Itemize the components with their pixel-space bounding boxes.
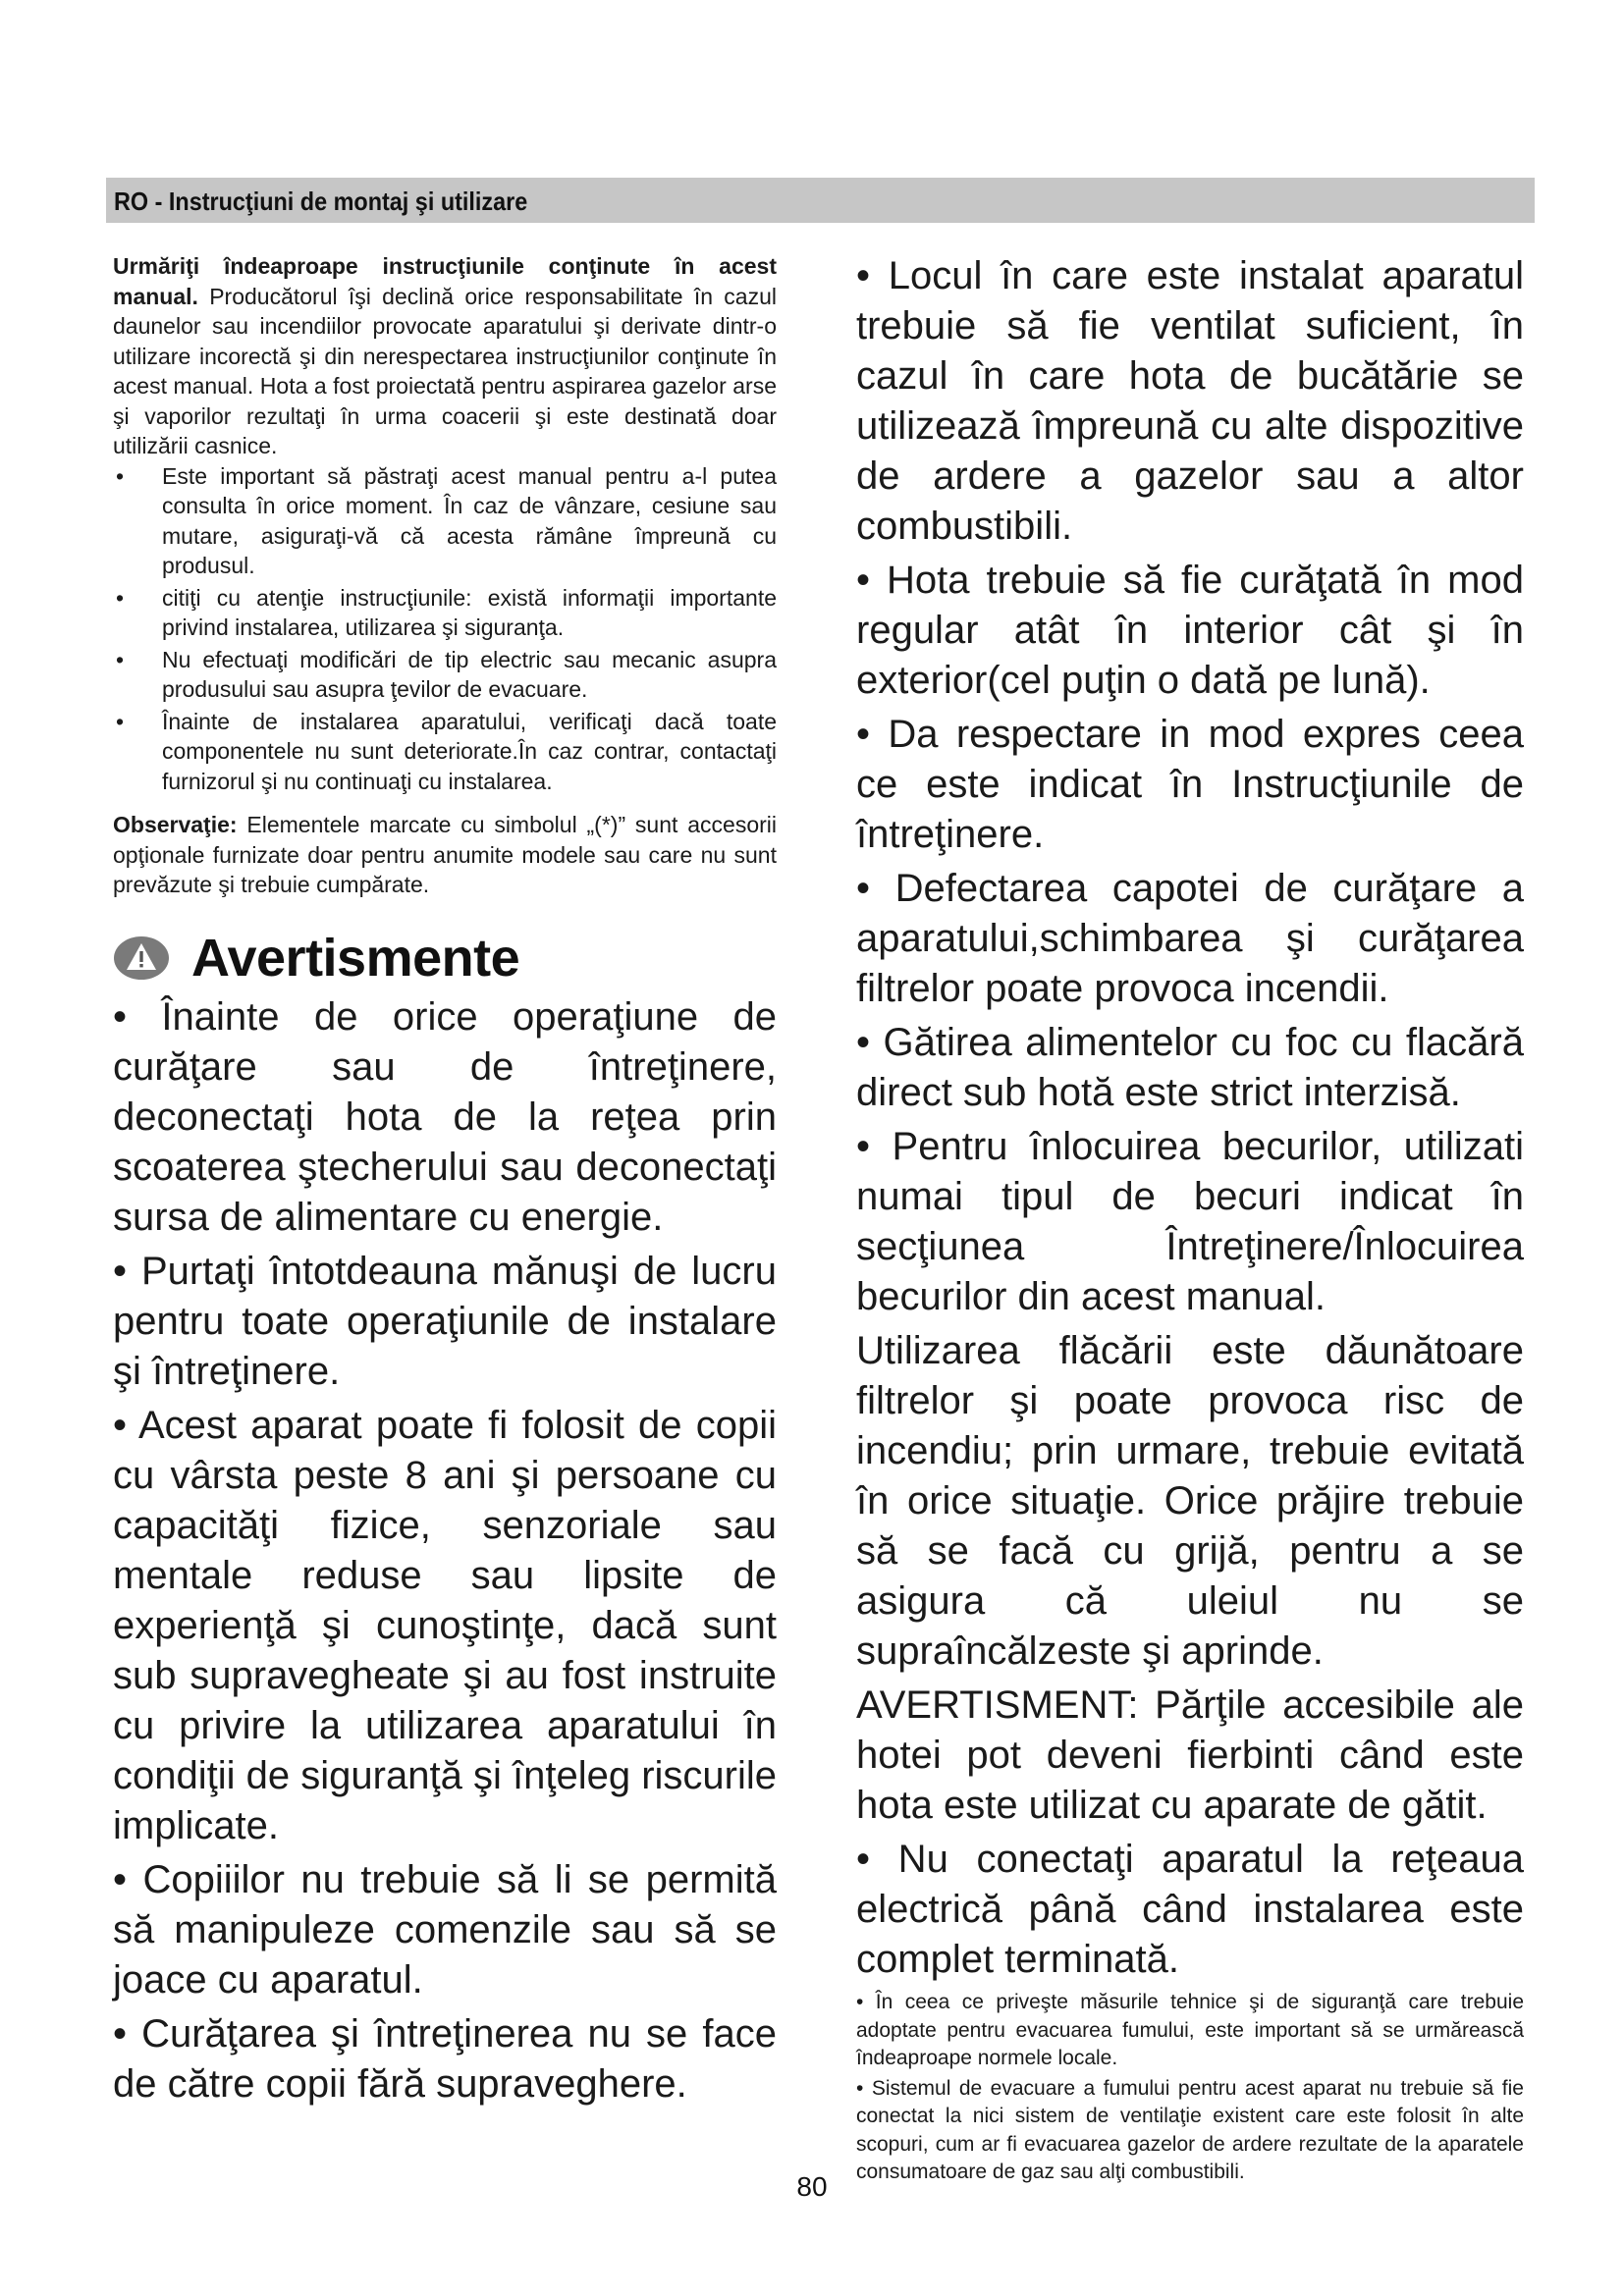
list-item bbox=[113, 707, 777, 797]
warning-heading bbox=[113, 928, 777, 988]
warning-item: • Locul în care este instalat aparatul trebuie să fie ventilat suficient, în cazul în care hota de bucătărie se utilizează împreună cu alte dispozitive de ardere a gazelor sau a altor combustibili. bbox=[856, 254, 1524, 548]
intro-paragraph bbox=[113, 251, 777, 461]
warning-item: • Pentru înlocuirea becurilor, utilizati numai tipul de becuri indicat în secţiunea Întreţinere/Înlocuirea becurilor din acest manual. bbox=[856, 1125, 1524, 1318]
warning-item: • Purtaţi întotdeauna mănuşi de lucru pentru toate operaţiunile de instalare şi întreţinere. bbox=[113, 1249, 777, 1393]
list-item-text: Nu efectuaţi modificări de tip electric sau mecanic asupra produsului sau asupra ţevilor de evacuare. bbox=[162, 646, 777, 702]
right-column bbox=[856, 251, 1524, 2187]
warning-item: • Nu conectaţi aparatul la reţeaua electrică până când instalarea este complet terminată. bbox=[856, 1838, 1524, 1981]
smoke-measures-note: • În ceea ce priveşte măsurile tehnice şi de siguranţă care trebuie adoptate pentru evacuarea fumului, este important să se urmărească îndeaproape normele locale. bbox=[856, 1991, 1524, 2069]
warning-title: Avertismente bbox=[191, 928, 520, 988]
intro-text: Producătorul îşi declină orice responsabilitate în cazul daunelor sau incendiilor provocate aparatului şi derivate dintr-o utilizare incorectă şi din nerespectarea instrucţiunilor conţinute în acest manual. Hota a fost proiectată pentru aspirarea gazelor arse şi vaporilor rezultaţi în urma coacerii şi este destinată doar utilizării casnice. bbox=[113, 283, 777, 458]
bullet-mark: • bbox=[116, 646, 125, 672]
warning-triangle-icon bbox=[113, 935, 170, 981]
warning-item: • Copiiilor nu trebuie să li se permită să manipuleze comenzile sau să se joace cu aparatul. bbox=[113, 1857, 777, 2002]
list-item-text: Este important să păstraţi acest manual pentru a-l putea consulta în orice moment. În caz de vânzare, cesiune sau mutare, asiguraţi-vă că acesta rămâne împreună cu produsul. bbox=[162, 462, 777, 578]
list-item bbox=[113, 583, 777, 643]
list-item bbox=[113, 645, 777, 705]
bullet-mark: • bbox=[116, 584, 125, 611]
left-column bbox=[113, 251, 777, 2113]
page-number: 80 bbox=[796, 2171, 828, 2202]
exhaust-system-note: • Sistemul de evacuare a fumului pentru acest aparat nu trebuie să fie conectat la nici sistem de ventilaţie existent care este folosit în alte scopuri, cum ar fi evacuarea gazelor de ardere rezultate de la aparatele consumatoare de gaz sau alţi combustibili. bbox=[856, 2076, 1524, 2183]
warning-item: • Da respectare in mod expres ceea ce este indicat în Instrucţiunile de întreţinere. bbox=[856, 713, 1524, 856]
list-item-text: Înainte de instalarea aparatului, verificaţi dacă toate componentele nu sunt deteriorate.În caz contrar, contactaţi furnizorul şi nu continuaţi cu instalarea. bbox=[162, 708, 777, 794]
warning-item: • Gătirea alimentelor cu foc cu flacără direct sub hotă este strict interzisă. bbox=[856, 1021, 1524, 1114]
list-item-text: citiţi cu atenţie instrucţiunile: există informaţii importante privind instalarea, utilizarea şi siguranţa. bbox=[162, 584, 777, 640]
list-item bbox=[113, 461, 777, 581]
warning-item: • Acest aparat poate fi folosit de copii cu vârsta peste 8 ani şi persoane cu capacităţi fizice, senzoriale sau mentale reduse sau lipsite de experienţă şi cunoştinţe, dacă sunt sub supravegheate şi au fost instruite cu privire la utilizarea aparatului în condiţii de siguranţă şi înţeleg riscurile implicate. bbox=[113, 1403, 777, 1847]
bullet-mark: • bbox=[116, 462, 125, 489]
intro-bold-text: Urmăriţi îndeaproape instrucţiunile conţinute în acest manual. bbox=[113, 253, 777, 309]
warning-item: • Hota trebuie să fie curăţată în mod regular atât în interior cât şi în exterior(cel puţin o dată pe lună). bbox=[856, 559, 1524, 702]
avertisment-paragraph: AVERTISMENT: Părţile accesibile ale hotei pot deveni fierbinti când este hota este utilizat cu aparate de gătit. bbox=[856, 1683, 1524, 1827]
warning-item: • Defectarea capotei de curăţare a aparatului,schimbarea şi curăţarea filtrelor poate provoca incendii. bbox=[856, 867, 1524, 1010]
observation-label: Observaţie: bbox=[113, 812, 238, 837]
intro-bullet-list bbox=[113, 461, 777, 797]
section-header-bar bbox=[106, 178, 1535, 223]
flame-paragraph: Utilizarea flăcării este dăunătoare filtrelor şi poate provoca risc de incendiu; prin urmare, trebuie evitată în orice situaţie. Orice prăjire trebuie să se facă cu grijă, pentru a se asigura că uleiul nu se supraîncălzeste şi aprinde. bbox=[856, 1329, 1524, 1673]
bullet-mark: • bbox=[116, 708, 125, 734]
section-header-title: RO - Instrucţiuni de montaj şi utilizare bbox=[114, 187, 528, 216]
warning-item: • Înainte de orice operaţiune de curăţare sau de întreţinere, deconectaţi hota de la reţea prin scoaterea ştecherului sau deconectaţi sursa de alimentare cu energie. bbox=[113, 994, 777, 1239]
observation-text: Elementele marcate cu simbolul „(*)” sunt accesorii opţionale furnizate doar pentru anumite modele sau care nu sunt prevăzute şi trebuie cumpărate. bbox=[113, 812, 777, 897]
warning-item: • Curăţarea şi întreţinerea nu se face de către copii fără supraveghere. bbox=[113, 2011, 777, 2106]
observation-paragraph bbox=[113, 810, 777, 900]
